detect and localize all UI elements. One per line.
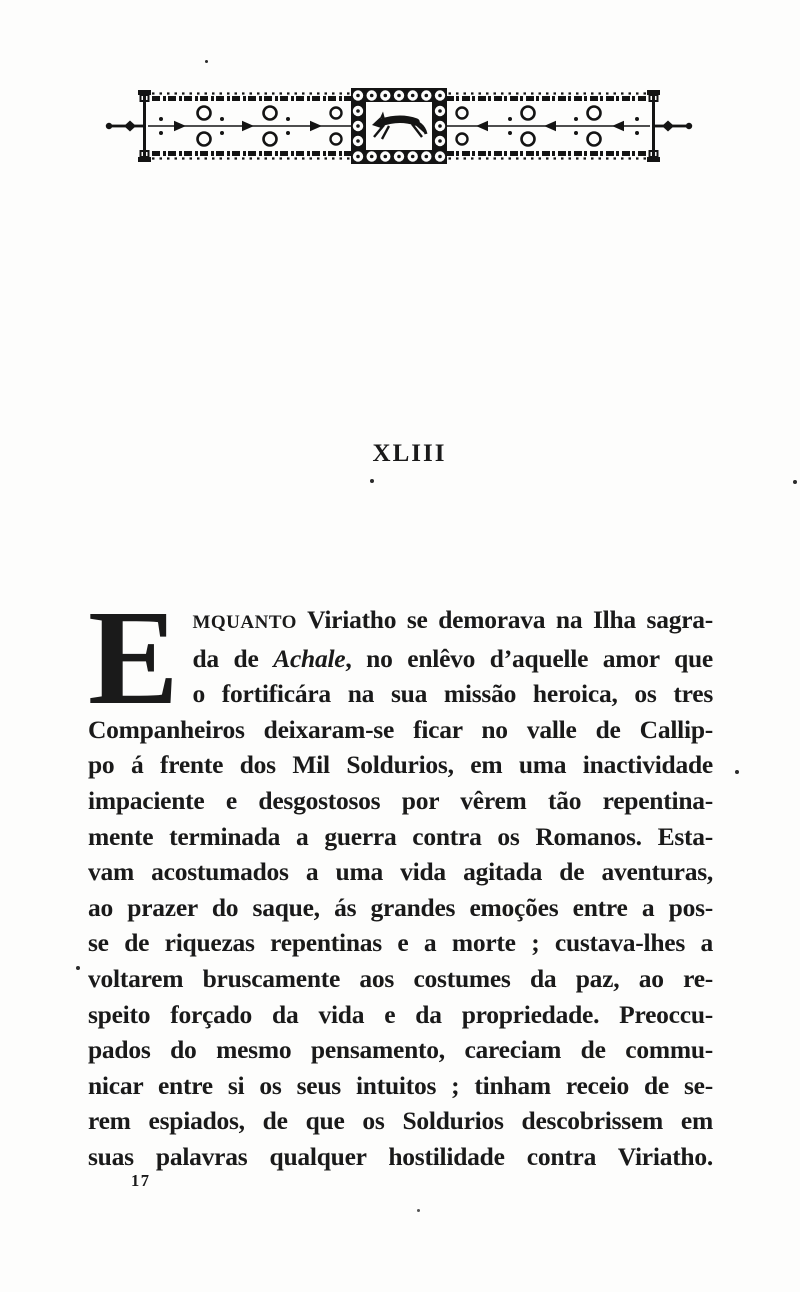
text-segment: , no enlêvo d’aquelle amor que — [345, 643, 713, 673]
text-line: vam acostumados a uma vida agitada de aventuras, — [88, 857, 713, 887]
text-line: o fortificára na sua missão heroica, os tres — [192, 679, 713, 709]
small-caps-word: MQUANTO — [192, 612, 297, 633]
center-cartouche — [351, 88, 447, 164]
scan-speck — [735, 770, 739, 774]
text-line: impaciente e desgostosos por vêrem tão repentina- — [88, 785, 713, 815]
page-number: 17 — [131, 1171, 151, 1190]
text-line: pados do mesmo pensamento, careciam de commu- — [88, 1035, 713, 1065]
scan-speck — [417, 1209, 420, 1212]
text-line-2 — [88, 641, 713, 677]
drop-cap: E — [88, 583, 179, 733]
text-line: suas palavras qualquer hostilidade contra Viriatho. — [88, 1141, 713, 1171]
scan-speck — [205, 60, 208, 63]
chapter-heading — [88, 440, 713, 468]
text-line-1 — [88, 602, 713, 641]
paragraph — [88, 583, 713, 1175]
text-line: voltarem bruscamente aos costumes da paz, ao re- — [88, 963, 713, 993]
text-line: speito forçado da vida e da propriedade. Preoccu- — [88, 999, 713, 1029]
chapter-number: XLIII — [372, 440, 447, 467]
header-ornament-band — [104, 86, 694, 166]
text-line: se de riquezas repentinas e a morte ; custava-lhes a — [88, 928, 713, 958]
text-line: nicar entre si os seus intuitos ; tinham receio de se- — [88, 1070, 713, 1100]
text-line: Companheiros deixaram-se ficar no valle de Callip- — [88, 714, 713, 744]
text-line: mente terminada a guerra contra os Romanos. Esta- — [88, 821, 713, 851]
italic-word: Achale — [273, 643, 346, 673]
text-segment: Viriatho se demorava na Ilha sagra- — [296, 605, 713, 634]
text-line: po á frente dos Mil Soldurios, em uma inactividade — [88, 750, 713, 780]
text-segment: da de — [192, 643, 274, 673]
scan-speck — [793, 480, 797, 484]
text-line: ao prazer do saque, ás grandes emoções entre a pos- — [88, 892, 713, 922]
text-line: rem espiados, de que os Soldurios descobrissem em — [88, 1106, 713, 1136]
scan-speck — [370, 479, 374, 483]
scan-speck — [76, 966, 80, 970]
